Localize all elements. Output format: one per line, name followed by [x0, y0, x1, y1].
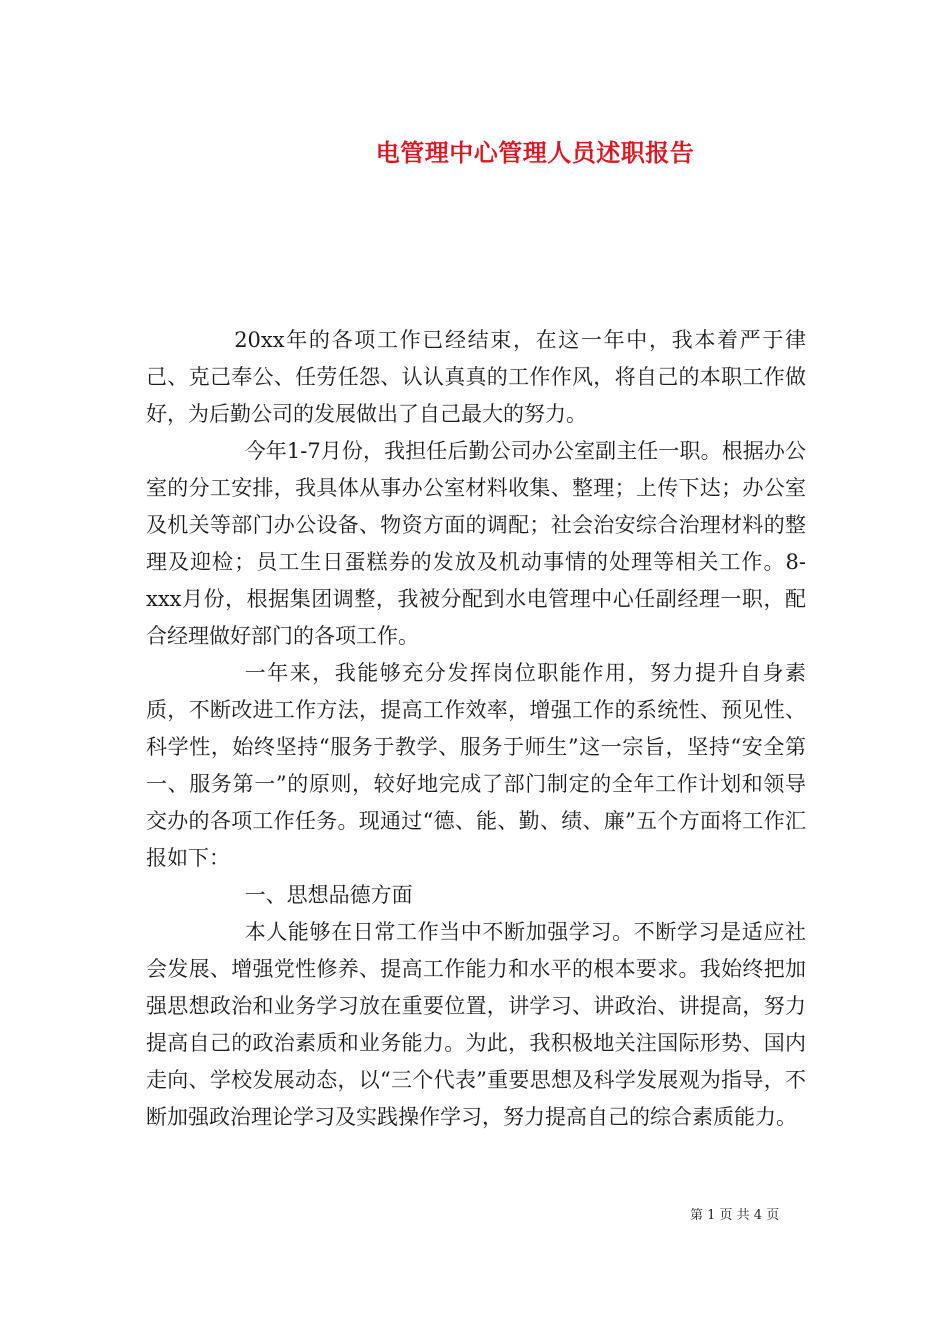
- paragraph-ideology: 本人能够在日常工作当中不断加强学习。不断学习是适应社会发展、增强党性修养、提高工作能力和水平的根本要求。我始终把加强思想政治和业务学习放在重要位置，讲学习、讲政治、讲提高，努力提高自己的政治素质和业务能力。为此，我积极地关注国际形势、国内走向、学校发展动态，以“三个代表”重要思想及科学发展观为指导，不断加强政治理论学习及实践操作学习，努力提高自己的综合素质能力。: [146, 920, 806, 1129]
- section-heading-ideology: 一、思想品德方面: [244, 883, 413, 907]
- paragraph-duties: 今年1-7月份，我担任后勤公司办公室副主任一职。根据办公室的分工安排，我具体从事办公室材料收集、整理；上传下达；办公室及机关等部门办公设备、物资方面的调配；社会治安综合治理材料的整理及迎检；员工生日蛋糕券的发放及机动事情的处理等相关工作。8-xxx月份，根据集团调整，我被分配到水电管理中心任副经理一职，配合经理做好部门的各项工作。: [146, 439, 806, 648]
- document-title: 电管理中心管理人员述职报告: [375, 138, 695, 167]
- document-body: [146, 322, 806, 1136]
- paragraph-intro: 20xx年的各项工作已经结束，在这一年中，我本着严于律己、克己奉公、任劳任怨、认认真真的工作作风，将自己的本职工作做好，为后勤公司的发展做出了自己最大的努力。: [146, 328, 806, 426]
- page-number-footer: 第 1 页 共 4 页: [690, 1208, 780, 1223]
- paragraph-summary: 一年来，我能够充分发挥岗位职能作用，努力提升自身素质，不断改进工作方法，提高工作效率，增强工作的系统性、预见性、科学性，始终坚持“服务于教学、服务于师生”这一宗旨，坚持“安全第一、服务第一”的原则，较好地完成了部门制定的全年工作计划和领导交办的各项工作任务。现通过“德、能、勤、绩、廉”五个方面将工作汇报如下：: [146, 661, 806, 870]
